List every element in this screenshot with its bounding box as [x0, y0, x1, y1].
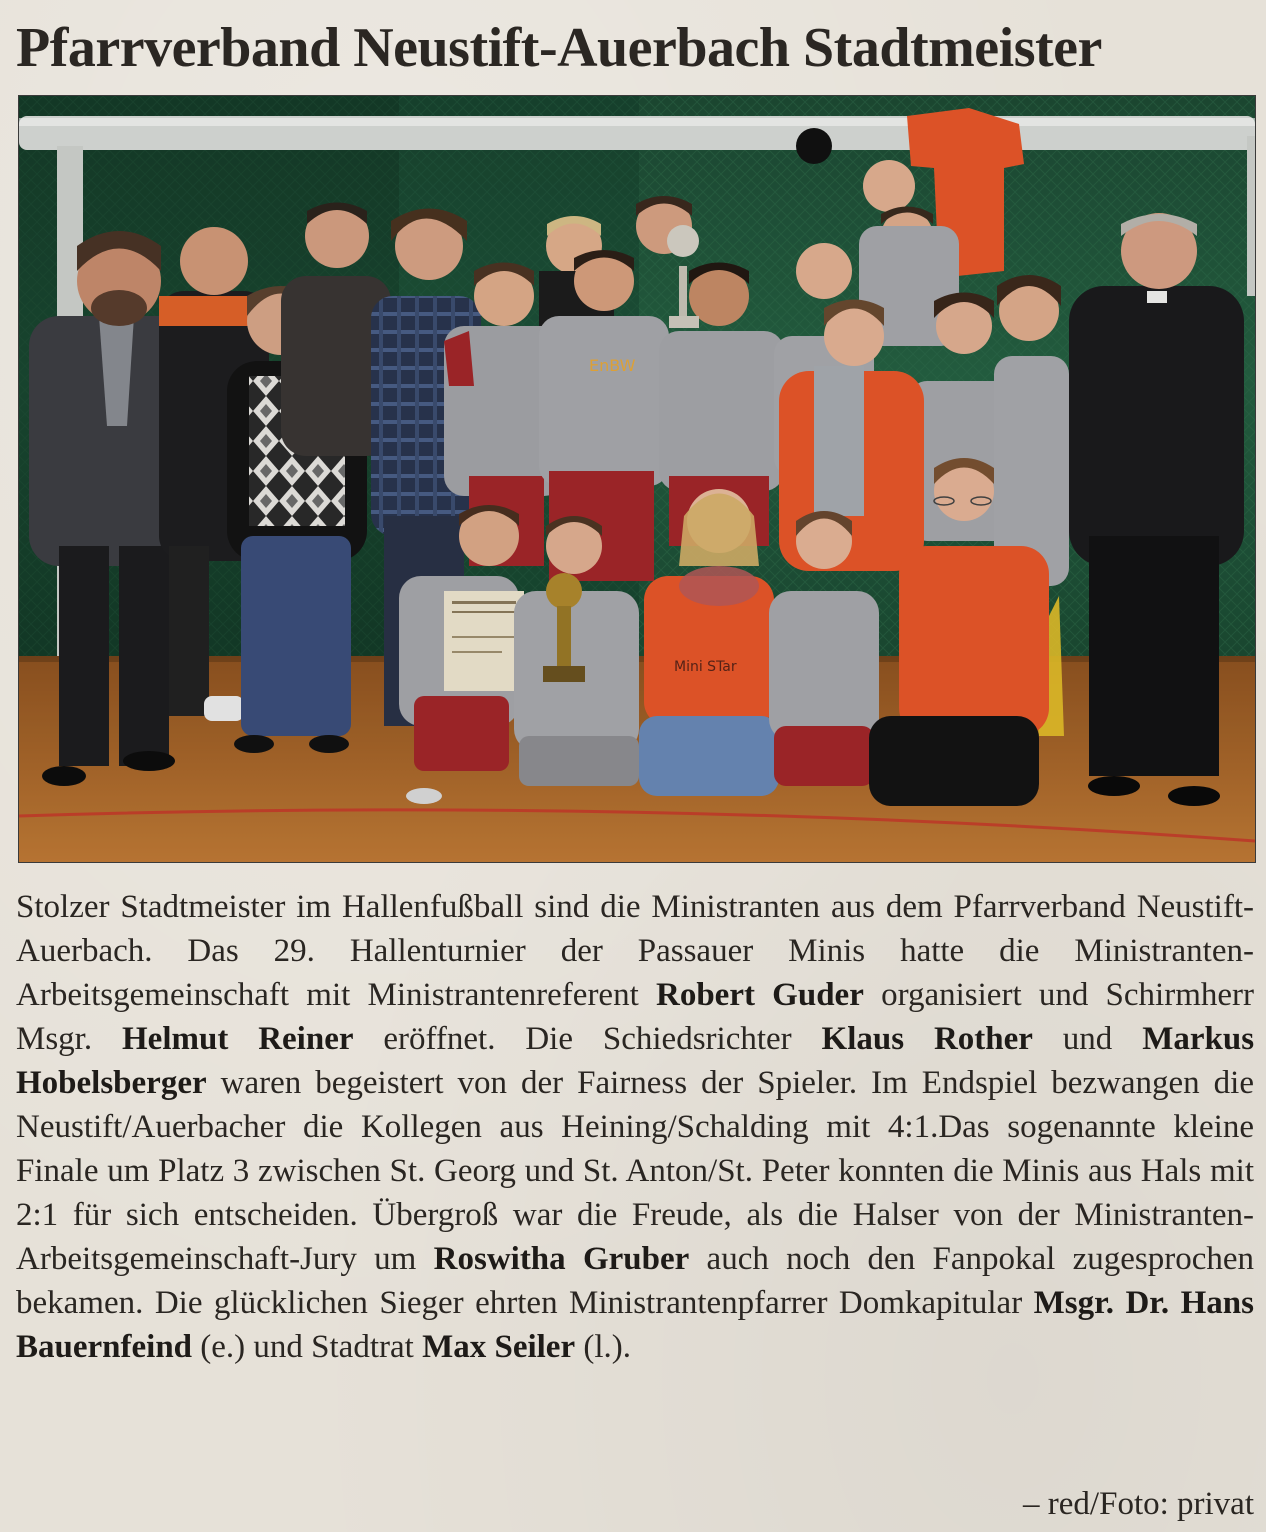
person-name: Markus Hobelsberger — [16, 1021, 1255, 1101]
article-body — [16, 885, 1254, 1369]
person-name: Msgr. Dr. Hans Bauernfeind — [16, 1285, 1255, 1365]
person-name: Helmut Reiner — [122, 1021, 354, 1057]
photo-credit: – red/Foto: privat — [1023, 1486, 1254, 1522]
person-name: Roswitha Gruber — [433, 1241, 690, 1277]
body-text-segment: auch noch den Fanpokal zugesprochen bekamen. Die glücklichen Sieger ehrten Ministrantenpfarrer Domkapitular — [16, 1241, 1255, 1321]
body-text-segment: (l.). — [575, 1329, 631, 1365]
body-text-segment: und — [1032, 1021, 1143, 1057]
person-name: Max Seiler — [422, 1329, 576, 1365]
body-text-segment: Stolzer Stadtmeister im Hallenfußball sind die Ministranten aus dem Pfarrverband Neustift-Auerbach. Das 29. Hallenturnier der Passauer Minis hatte die Ministranten-Arbeitsgemeinschaft mit Ministrantenreferent — [16, 889, 1254, 1013]
shirt-sponsor-logo: EnBW — [589, 356, 636, 375]
person-name: Robert Guder — [655, 977, 864, 1013]
body-text-segment: organisiert und Schirmherr Msgr. — [16, 977, 1255, 1057]
person-name: Klaus Rother — [821, 1021, 1033, 1057]
article-headline: Pfarrverband Neustift-Auerbach Stadtmeister — [16, 17, 1102, 79]
body-text-segment: (e.) und Stadtrat — [192, 1329, 423, 1365]
body-text-segment: eröffnet. Die Schiedsrichter — [353, 1021, 822, 1057]
body-text-segment: waren begeistert von der Fairness der Spieler. Im Endspiel bezwangen die Neustift/Auerbacher die Kollegen aus Heining/Schalding mit 4:1.Das sogenannte kleine Finale um Platz 3 zwischen St. Georg und St. Anton/St. Peter konnten die Minis aus Hals mit 2:1 für sich entscheiden. Übergroß war die Freude, als die Halser von der Ministranten-Arbeitsgemeinschaft-Jury um — [16, 1065, 1254, 1277]
team-photo — [18, 95, 1256, 863]
fan-shirt-print: Mini STar — [674, 659, 737, 675]
